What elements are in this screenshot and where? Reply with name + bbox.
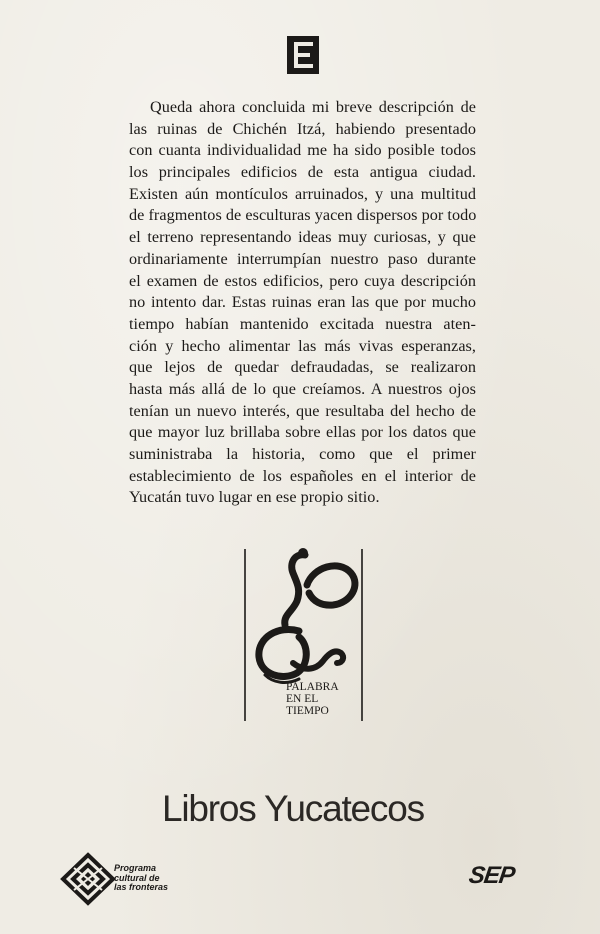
excerpt-line: ción y hecho alimentar las más vivas esperanzas, xyxy=(129,336,476,355)
excerpt-line: tiempo habían mantenido excitada nuestra aten- xyxy=(129,314,476,333)
excerpt-line: las ruinas de Chichén Itzá, habiendo presentado xyxy=(129,119,476,138)
excerpt-line: Queda ahora concluida mi breve descripción de xyxy=(150,98,476,116)
excerpt-line: el terreno representando ideas muy curiosas, y que xyxy=(129,228,476,247)
excerpt-line: suministraba la historia, como que el primer xyxy=(129,445,476,463)
excerpt-line: no intento dar. Estas ruinas eran las que por mucho xyxy=(129,293,476,312)
emblem-caption-line: PALABRA xyxy=(286,681,339,693)
programa-cultural-logo-icon xyxy=(60,852,116,906)
excerpt-line: tenían un nuevo interés, que resultaba del hecho de xyxy=(129,401,476,420)
excerpt-line: hasta más allá de lo que creíamos. A nuestros ojos xyxy=(129,379,476,398)
excerpt-line: que mayor luz brillaba sobre ellas por los datos que xyxy=(129,423,476,442)
excerpt-line: establecimiento de los españoles en el interior de xyxy=(129,466,476,485)
series-title: Libros Yucatecos xyxy=(162,788,424,829)
programa-cultural-label xyxy=(114,864,168,893)
excerpt-line: los principales edificios de esta antigua ciudad. xyxy=(129,163,476,182)
back-cover-excerpt xyxy=(129,97,476,509)
emblem-caption-line: EN EL xyxy=(286,693,319,705)
publisher-e-logo-icon xyxy=(287,36,319,74)
excerpt-line: ordinariamente interrumpían nuestro paso durante xyxy=(129,249,476,268)
program-line: las fronteras xyxy=(114,882,169,892)
excerpt-line: que lejos de quedar defraudadas, se realizaron xyxy=(129,358,476,377)
excerpt-line: de fragmentos de esculturas yacen dispersos por todo xyxy=(129,206,477,225)
excerpt-line: Yucatán tuvo lugar en ese propio sitio. xyxy=(129,488,380,507)
program-line: cultural de xyxy=(114,872,160,883)
excerpt-line: con cuanta individualidad me ha sido posible todos xyxy=(129,141,476,160)
excerpt-line: Existen aún montículos arruinados, y una multitud xyxy=(129,184,476,203)
excerpt-line: el examen de estos edificios, pero cuya descripción xyxy=(129,271,476,290)
emblem-caption-line: TIEMPO xyxy=(286,705,329,717)
emblem-caption xyxy=(286,681,339,717)
sep-logo-icon: SEP xyxy=(467,862,516,889)
program-line: Programa xyxy=(114,863,157,873)
